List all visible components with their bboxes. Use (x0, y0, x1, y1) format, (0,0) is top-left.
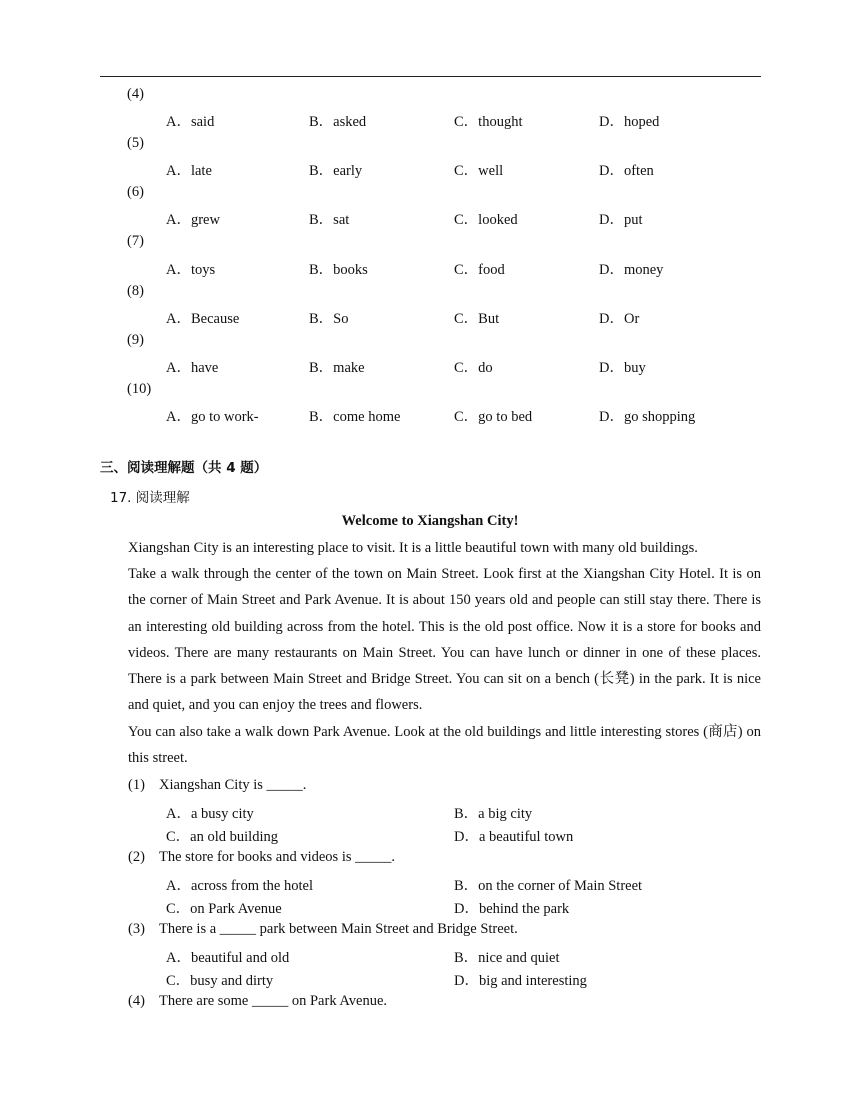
cloze-option-d[interactable]: D．put (599, 212, 643, 228)
question-stem (128, 849, 395, 866)
question-stem (128, 777, 306, 794)
cloze-option-a[interactable]: A．go to work- (166, 409, 259, 425)
cloze-number: (7) (127, 233, 144, 249)
section-title: 三、阅读理解题（共 4 题） (100, 460, 268, 476)
passage-paragraph-2: Take a walk through the center of the town on Main Street. Look first at the Xiangshan City Hotel. It is on the corner of Main Street and Park Avenue. It is about 150 years old and people can still stay there. There is an interesting old building across from the hotel. This is the old post office. Now it is a store for books and videos. There are many restaurants on Main Street. You can have lunch or dinner in one of these places. There is a park between Main Street and Bridge Street. You can sit on a bench (长凳) in the park. It is nice and quiet, and you can enjoy the trees and flowers. (128, 566, 761, 714)
cloze-option-b[interactable]: B．sat (309, 212, 350, 228)
answer-option-c[interactable]: C．on Park Avenue (166, 901, 282, 917)
answer-option-a[interactable]: A．a busy city (166, 806, 254, 822)
question-text: There is a _____ park between Main Street and Bridge Street. (159, 921, 518, 937)
cloze-number: (10) (127, 381, 152, 397)
cloze-option-d[interactable]: D．Or (599, 311, 640, 327)
cloze-option-d[interactable]: D．often (599, 163, 654, 179)
cloze-option-a[interactable]: A．late (166, 163, 212, 179)
answer-option-d[interactable]: D．behind the park (454, 901, 570, 917)
header-rule (100, 76, 761, 77)
question-number: (3) (128, 921, 145, 937)
cloze-option-d[interactable]: D．buy (599, 360, 646, 376)
question-label: 17. 阅读理解 (110, 490, 190, 506)
question-number: (2) (128, 849, 145, 865)
cloze-option-a[interactable]: A．Because (166, 311, 240, 327)
cloze-option-b[interactable]: B．So (309, 311, 349, 327)
cloze-option-b[interactable]: B．early (309, 163, 363, 179)
cloze-option-c[interactable]: C．But (454, 311, 500, 327)
cloze-option-b[interactable]: B．come home (309, 409, 401, 425)
cloze-option-b[interactable]: B．asked (309, 114, 367, 130)
answer-option-b[interactable]: B．nice and quiet (454, 950, 560, 966)
cloze-option-a[interactable]: A．said (166, 114, 215, 130)
answer-option-c[interactable]: C．an old building (166, 829, 278, 845)
cloze-number: (8) (127, 283, 144, 299)
cloze-number: (9) (127, 332, 144, 348)
answer-option-d[interactable]: D．big and interesting (454, 973, 587, 989)
cloze-option-b[interactable]: B．make (309, 360, 365, 376)
cloze-option-c[interactable]: C．food (454, 262, 505, 278)
cloze-number: (4) (127, 86, 144, 102)
cloze-number: (6) (127, 184, 144, 200)
question-stem (128, 993, 387, 1010)
answer-option-a[interactable]: A．across from the hotel (166, 878, 313, 894)
cloze-option-c[interactable]: C．go to bed (454, 409, 533, 425)
passage-paragraph-3: You can also take a walk down Park Avenue. Look at the old buildings and little interesting stores (商店) on this street. (128, 724, 761, 767)
cloze-option-d[interactable]: D．hoped (599, 114, 660, 130)
answer-option-c[interactable]: C．busy and dirty (166, 973, 274, 989)
cloze-option-c[interactable]: C．do (454, 360, 493, 376)
cloze-option-c[interactable]: C．looked (454, 212, 518, 228)
answer-option-b[interactable]: B．a big city (454, 806, 533, 822)
question-number: (1) (128, 777, 145, 793)
cloze-number: (5) (127, 135, 144, 151)
question-text: There are some _____ on Park Avenue. (159, 993, 388, 1009)
cloze-option-d[interactable]: D．go shopping (599, 409, 696, 425)
cloze-option-a[interactable]: A．grew (166, 212, 220, 228)
answer-option-b[interactable]: B．on the corner of Main Street (454, 878, 643, 894)
question-text: Xiangshan City is _____. (159, 777, 307, 793)
question-stem (128, 921, 518, 938)
passage-paragraph-1: Xiangshan City is an interesting place to visit. It is a little beautiful town with many old buildings. (128, 540, 698, 556)
cloze-option-c[interactable]: C．thought (454, 114, 523, 130)
cloze-option-b[interactable]: B．books (309, 262, 368, 278)
answer-option-a[interactable]: A．beautiful and old (166, 950, 290, 966)
question-number: (4) (128, 993, 145, 1009)
cloze-option-a[interactable]: A．have (166, 360, 219, 376)
passage-title: Welcome to Xiangshan City! (341, 513, 519, 529)
answer-option-d[interactable]: D．a beautiful town (454, 829, 574, 845)
question-text: The store for books and videos is _____. (159, 849, 395, 865)
cloze-option-a[interactable]: A．toys (166, 262, 216, 278)
cloze-option-c[interactable]: C．well (454, 163, 504, 179)
cloze-option-d[interactable]: D．money (599, 262, 664, 278)
